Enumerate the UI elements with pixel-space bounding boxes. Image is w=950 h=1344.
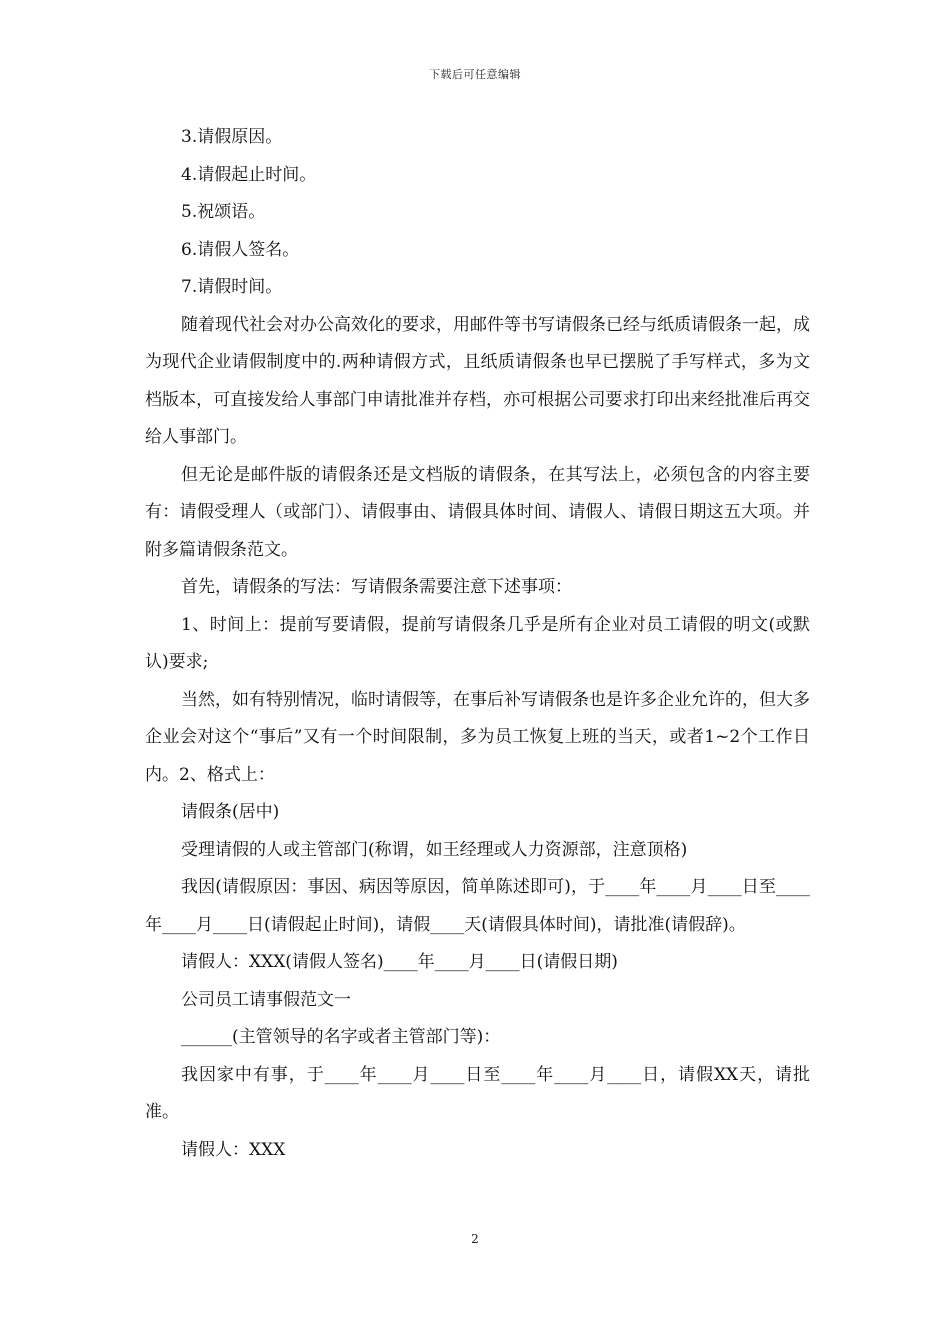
page-number: 2 <box>471 1232 479 1246</box>
format-signature: 请假人：XXX(请假人签名)____年____月____日(请假日期) <box>181 952 618 972</box>
list-item-signature: 6.请假人签名。 <box>181 239 300 260</box>
list-item-date: 7.请假时间。 <box>181 277 283 297</box>
sample-signature: 请假人：XXX <box>181 1139 286 1160</box>
list-item-greeting: 5.祝颂语。 <box>181 202 266 222</box>
list-item-period: 4.请假起止时间。 <box>181 164 317 185</box>
page-header: 下载后可任意编辑 <box>429 68 521 81</box>
format-addressee: 受理请假的人或主管部门(称谓，如王经理或人力资源部，注意顶格) <box>181 839 688 860</box>
format-title: 请假条(居中) <box>181 802 280 822</box>
sample-title: 公司员工请事假范文一 <box>181 989 351 1010</box>
paragraph-time-requirement: 1、时间上：提前写要请假，提前写请假条几乎是所有企业对员工请假的明文(或默认)要求; <box>145 614 810 672</box>
paragraph-intro: 随着现代社会对办公高效化的要求，用邮件等书写请假条已经与纸质请假条一起，成为现代企业请假制度中的.两种请假方式，且纸质请假条也早已摆脱了手写样式，多为文档版本，可直接发给人事部门申请批准并存档，亦可根据公司要求打印出来经批准后再交给人事部门。 <box>145 314 810 447</box>
sample-addressee: ______(主管领导的名字或者主管部门等)： <box>181 1027 501 1047</box>
format-body: 我因(请假原因：事因、病因等原因，简单陈述即可)，于____年____月____日至____年____月____日(请假起止时间)，请假____天(请假具体时间)，请批准(请假辞)。 <box>145 877 810 935</box>
paragraph-special-cases: 当然，如有特别情况，临时请假等，在事后补写请假条也是许多企业允许的，但大多企业会对这个“事后”又有一个时间限制，多为员工恢复上班的当天，或者1~2个工作日内。2、格式上： <box>145 689 810 785</box>
document-body <box>145 119 810 1169</box>
sample-body: 我因家中有事，于____年____月____日至____年____月____日，请假XX天，请批准。 <box>145 1064 810 1122</box>
paragraph-writing-method: 首先，请假条的写法：写请假条需要注意下述事项： <box>181 577 572 597</box>
paragraph-contents: 但无论是邮件版的请假条还是文档版的请假条，在其写法上，必须包含的内容主要有：请假受理人（或部门）、请假事由、请假具体时间、请假人、请假日期这五大项。并附多篇请假条范文。 <box>145 464 810 560</box>
list-item-reason: 3.请假原因。 <box>181 127 283 147</box>
